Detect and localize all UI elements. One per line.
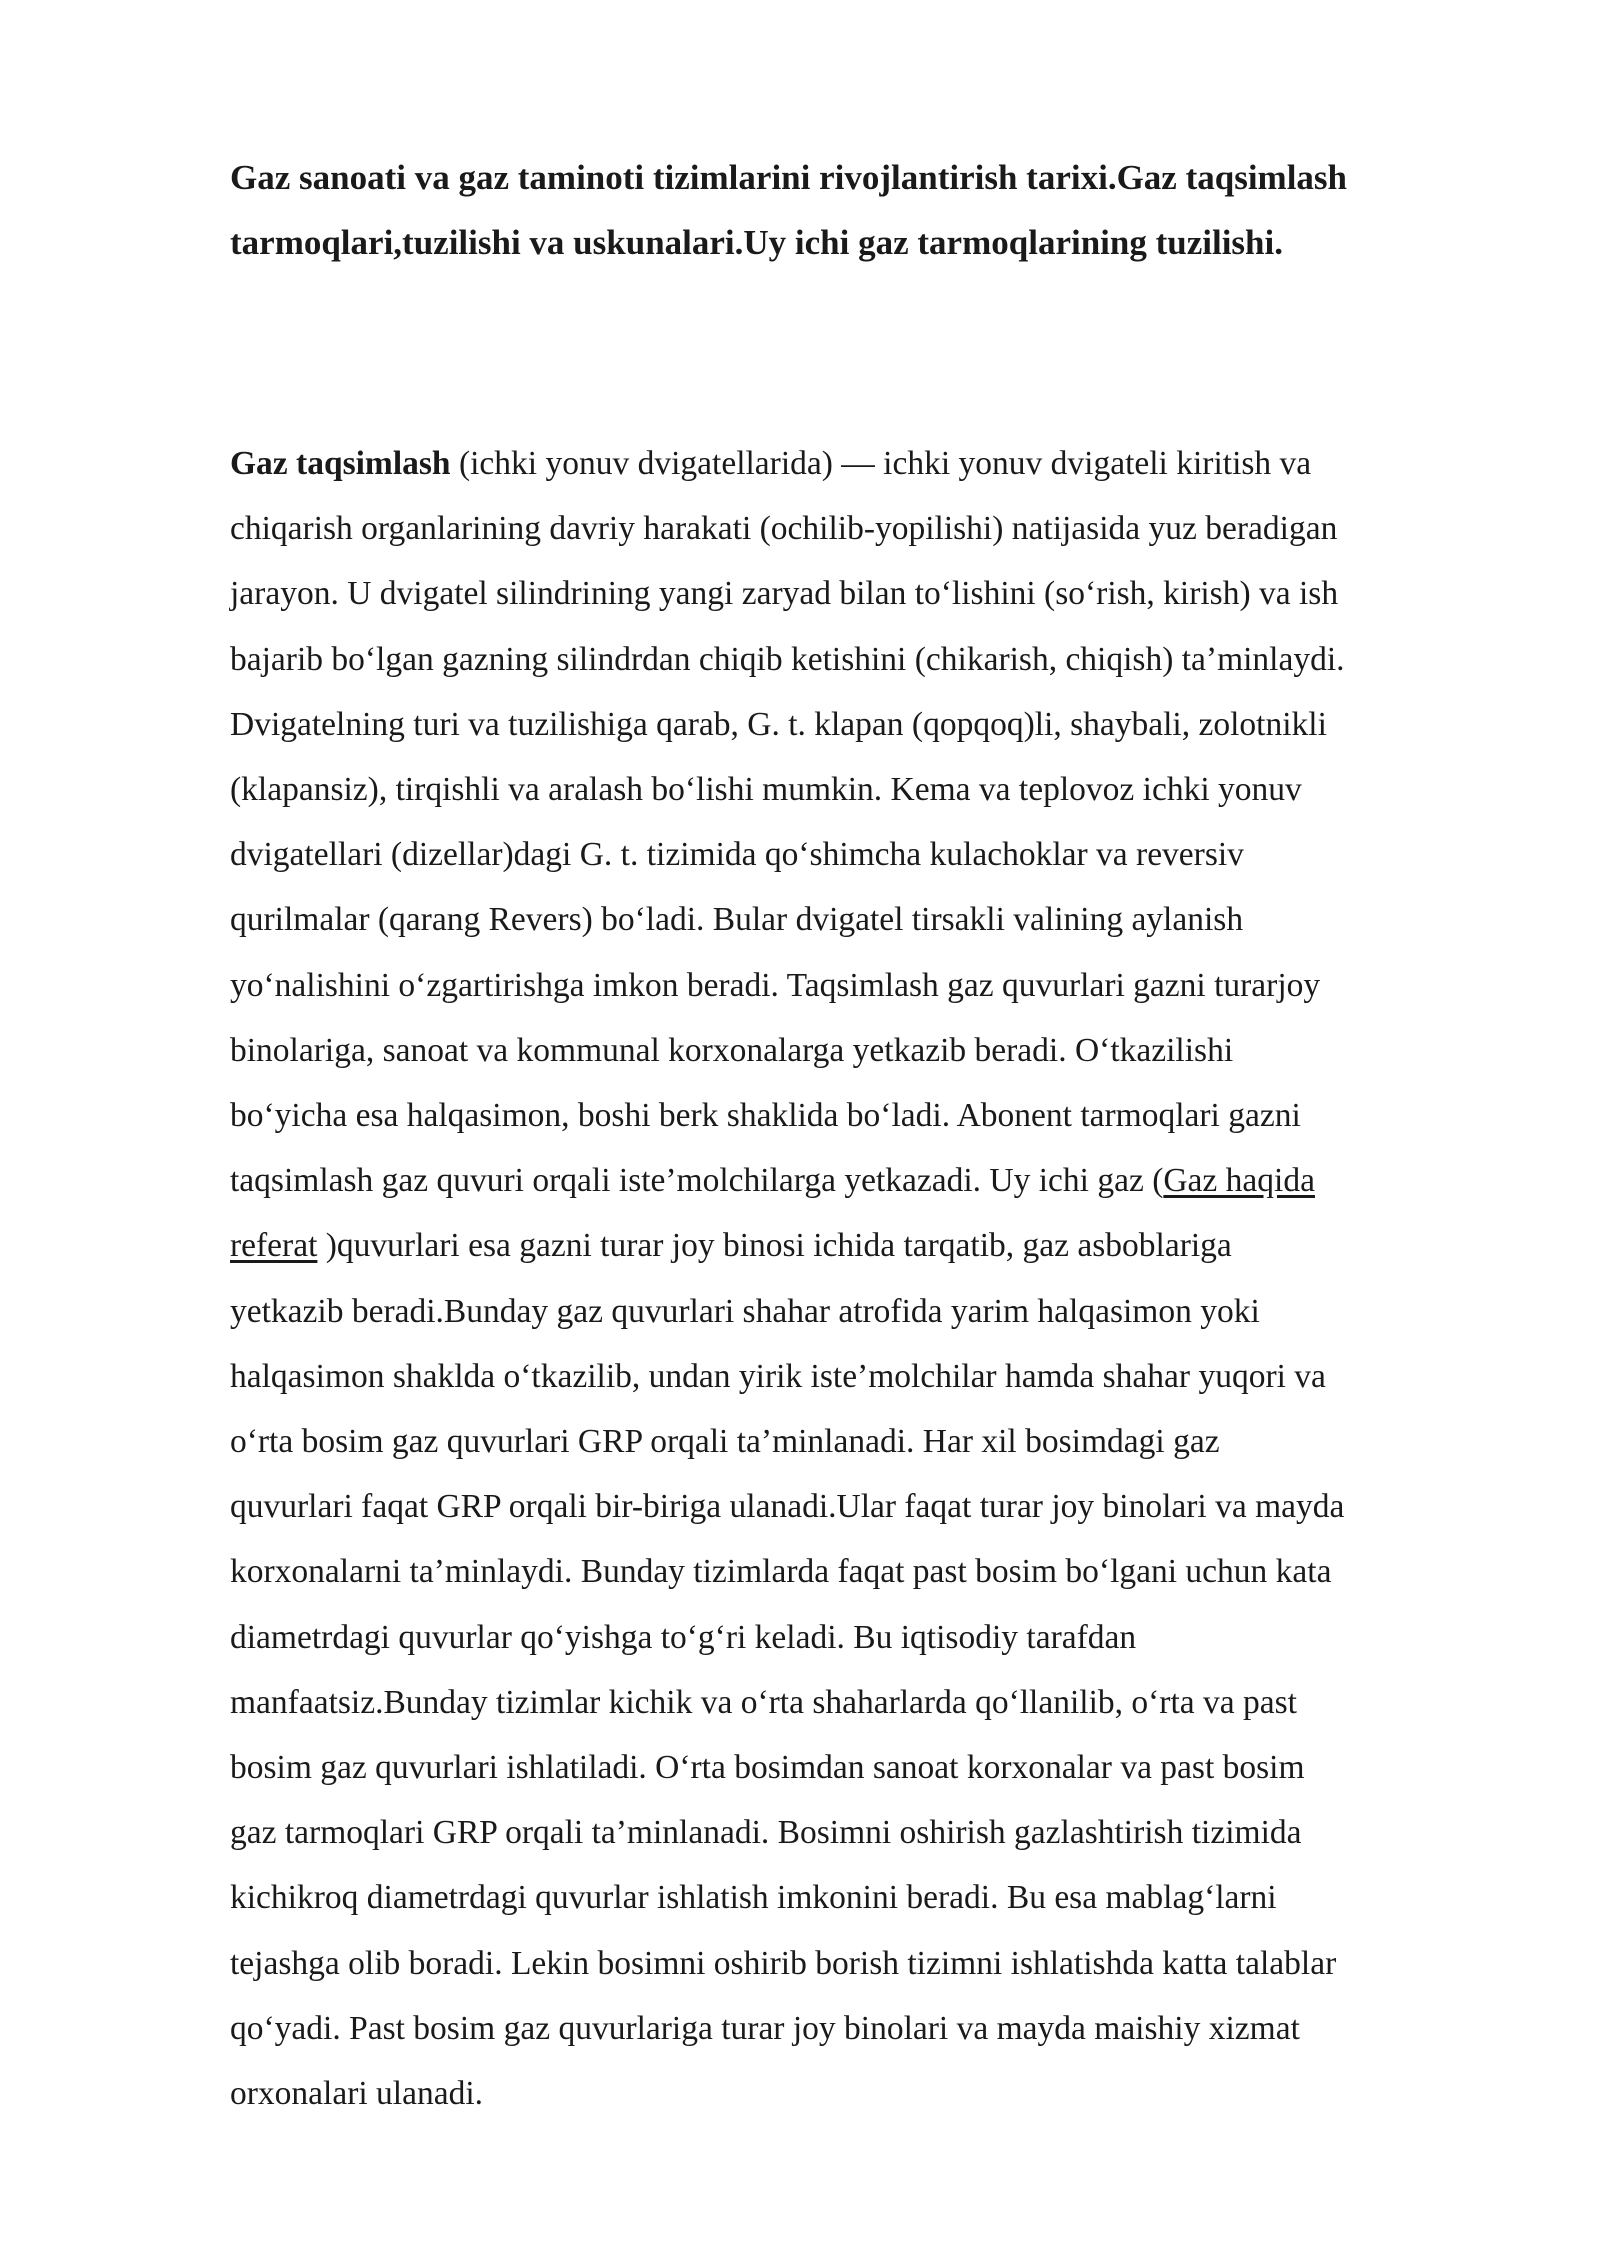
body-line: qo‘yadi. Past bosim gaz quvurlariga turar joy binolari va mayda maishiy xizmat	[230, 2009, 1300, 2047]
body-line: jarayon. U dvigatel silindrining yangi zaryad bilan toʻlishini (soʻrish, kirish) va ish	[230, 575, 1339, 613]
body-line: Dvigatelning turi va tuzilishiga qarab, G. t. klapan (qopqoq)li, shaybali, zolotnikli	[230, 705, 1327, 743]
body-line: binolariga, sanoat va kommunal korxonalarga yetkazib beradi. O‘tkazilishi	[230, 1031, 1234, 1069]
lead-term: Gaz taqsimlash	[230, 445, 451, 482]
body-line: bajarib boʻlgan gazning silindrdan chiqib ketishini (chikarish, chiqish) taʼminlaydi.	[230, 640, 1345, 678]
body-line	[230, 1213, 1500, 1278]
gaz-haqida-referat-link-continued[interactable]: referat	[230, 1227, 318, 1265]
body-line: quvurlari faqat GRP orqali bir-biriga ulanadi.Ular faqat turar joy binolari va mayda	[230, 1488, 1345, 1526]
body-line: yoʻnalishini oʻzgartirishga imkon beradi. Taqsimlash gaz quvurlari gazni turarjoy	[230, 966, 1321, 1004]
title-line: tarmoqlari,tuzilishi va uskunalari.Uy ichi gaz tarmoqlarining tuzilishi.	[230, 223, 1283, 262]
link-line-after: )quvurlari esa gazni turar joy binosi ichida tarqatib, gaz asboblariga	[317, 1227, 1232, 1265]
body-line: yetkazib beradi.Bunday gaz quvurlari shahar atrofida yarim halqasimon yoki	[230, 1292, 1260, 1330]
body-line: kichikroq diametrdagi quvurlar ishlatish imkonini beradi. Bu esa mablag‘larni	[230, 1879, 1277, 1917]
body-line: orxonalari ulanadi.	[230, 2075, 484, 2113]
body-line: (klapansiz), tirqishli va aralash boʻlishi mumkin. Kema va teplovoz ichki yonuv	[230, 771, 1302, 809]
body-line	[230, 431, 1500, 496]
body-line: korxonalarni ta’minlaydi. Bunday tizimlarda faqat past bosim bo‘lgani uchun kata	[230, 1553, 1332, 1591]
body-paragraph	[230, 431, 1500, 2126]
lead-line-rest: (ichki yonuv dvigatellarida) — ichki yonuv dvigateli kiritish va	[450, 445, 1312, 482]
body-line: bo‘yicha esa halqasimon, boshi berk shaklida bo‘ladi. Abonent tarmoqlari gazni	[230, 1097, 1301, 1135]
body-line: dvigatellari (dizellar)dagi G. t. tizimida qoʻshimcha kulachoklar va reversiv	[230, 836, 1244, 874]
body-line: bosim gaz quvurlari ishlatiladi. O‘rta bosimdan sanoat korxonalar va past bosim	[230, 1749, 1305, 1787]
link-line-text: taqsimlash gaz quvuri orqali iste’molchilarga yetkazadi. Uy ichi gaz (	[230, 1162, 1164, 1200]
gaz-haqida-referat-link[interactable]: Gaz haqida	[1163, 1162, 1315, 1200]
document-title	[230, 145, 1500, 275]
body-line	[230, 1148, 1500, 1213]
body-line: diametrdagi quvurlar qo‘yishga to‘g‘ri keladi. Bu iqtisodiy tarafdan	[230, 1618, 1137, 1656]
body-line: qurilmalar (qarang Revers) boʻladi. Bular dvigatel tirsakli valining aylanish	[230, 901, 1244, 939]
title-line: Gaz sanoati va gaz taminoti tizimlarini rivojlantirish tarixi.Gaz taqsimlash	[230, 158, 1348, 197]
body-line: gaz tarmoqlari GRP orqali ta’minlanadi. Bosimni oshirish gazlashtirish tizimida	[230, 1814, 1302, 1852]
body-line: halqasimon shakldа o‘tkazilib, undan yirik iste’molchilar hamda shahar yuqori va	[230, 1357, 1326, 1395]
body-line: manfaatsiz.Bunday tizimlar kichik va o‘rta shaharlarda qo‘llanilib, o‘rta va past	[230, 1683, 1297, 1721]
body-line: o‘rta bosim gaz quvurlari GRP orqali ta’minlanadi. Har xil bosimdagi gaz	[230, 1423, 1220, 1461]
body-line: chiqarish organlarining davriy harakati (ochilib-yopilishi) natijasida yuz beradigan	[230, 510, 1338, 548]
body-line: tejashga olib boradi. Lekin bosimni oshirib borish tizimni ishlatishda katta talablar	[230, 1944, 1337, 1982]
document-content	[230, 145, 1500, 2126]
